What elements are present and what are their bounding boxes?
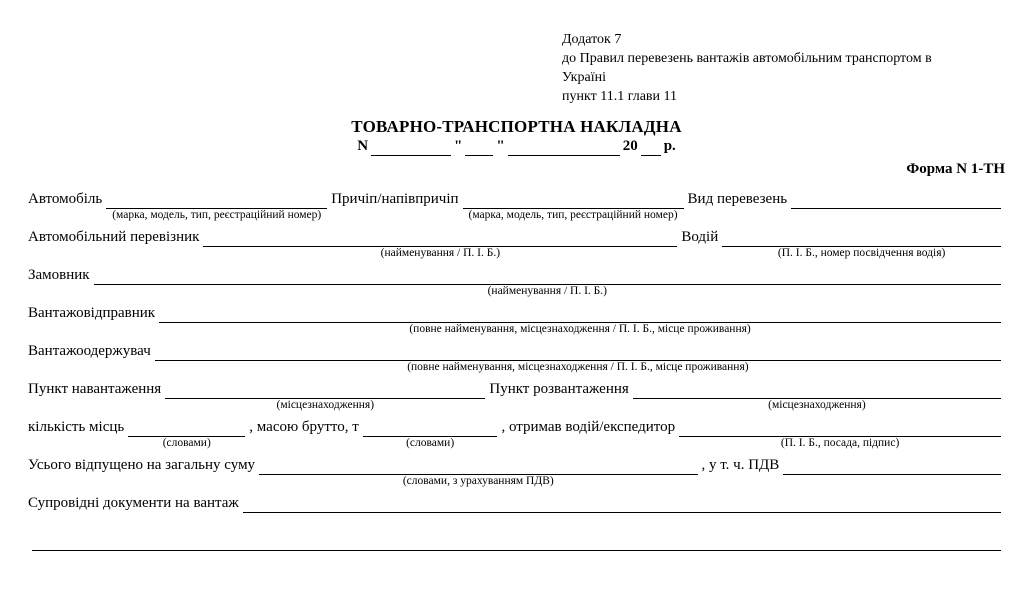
quantity-row-blank-line [363, 419, 498, 449]
vehicle-row-blank-line [106, 191, 327, 221]
consignor-row-blank-line [159, 305, 1001, 335]
carrier-driver-row-label: Автомобільний перевізник [28, 229, 200, 245]
vehicle-row-hint: (марка, модель, тип, реєстраційний номер) [468, 209, 678, 221]
customer-row-label: Замовник [28, 267, 90, 283]
number-blank-line [508, 139, 620, 156]
consignee-row [28, 342, 1005, 373]
carrier-driver-row-blank-line [203, 229, 677, 259]
loading-points-row-blank-line [165, 381, 485, 411]
total-sum-row-blank-line [783, 457, 1001, 475]
total-sum-row-hint: (словами, з урахуванням ПДВ) [402, 475, 554, 487]
appendix-line: до Правил перевезень вантажів автомобільним транспортом в [562, 51, 932, 66]
appendix-line: Україні [562, 70, 606, 85]
vehicle-row-blank-line [463, 191, 684, 221]
loading-points-row-hint: (місцезнаходження) [768, 399, 866, 411]
quantity-row-label: , масою брутто, т [249, 419, 359, 435]
accompanying-docs-row-blank-line [243, 495, 1001, 513]
vehicle-row-blank-line [791, 191, 1001, 209]
quantity-row-hint: (словами) [162, 437, 211, 449]
appendix-note [562, 30, 1005, 106]
loading-points-row-blank-line [633, 381, 1001, 411]
accompanying-docs-row-label: Супровідні документи на вантаж [28, 495, 239, 511]
carrier-driver-row-hint: (найменування / П. І. Б.) [380, 247, 501, 259]
quantity-row-label: , отримав водій/експедитор [501, 419, 676, 435]
appendix-line: пункт 11.1 глави 11 [562, 89, 678, 104]
quantity-row-blank-line [128, 419, 245, 449]
consignor-row [28, 304, 1005, 335]
number-blank-line [465, 139, 493, 156]
number-blank-line [641, 139, 661, 156]
form-code-label: Форма N 1-ТН [906, 161, 1005, 177]
customer-row-hint: (найменування / П. І. Б.) [487, 285, 607, 297]
appendix-line: Додаток 7 [562, 32, 622, 47]
consignee-row-label: Вантажоодержувач [28, 343, 151, 359]
vehicle-row-label: Вид перевезень [687, 191, 788, 207]
document-number-line [28, 136, 1005, 156]
consignor-row-label: Вантажовідправник [28, 305, 156, 321]
carrier-driver-row-blank-line [722, 229, 1001, 259]
vehicle-row-label: Автомобіль [28, 191, 103, 207]
number-label: 20 [622, 138, 638, 154]
number-blank-line [371, 139, 451, 156]
vehicle-row-hint: (марка, модель, тип, реєстраційний номер) [112, 209, 322, 221]
continuation-line-row-blank-line [32, 533, 1001, 551]
carrier-driver-row-hint: (П. І. Б., номер посвідчення водія) [777, 247, 946, 259]
number-label: " [454, 138, 463, 154]
vehicle-row-label: Причіп/напівпричіп [331, 191, 459, 207]
total-sum-row-blank-line [259, 457, 697, 487]
total-sum-row-label: Усього відпущено на загальну суму [28, 457, 256, 473]
quantity-row-hint: (словами) [406, 437, 455, 449]
quantity-row-blank-line [679, 419, 1001, 449]
vehicle-row [28, 190, 1005, 221]
number-label: р. [663, 138, 676, 154]
quantity-row-label: кількість місць [28, 419, 125, 435]
accompanying-docs-row [28, 494, 1005, 513]
quantity-row-hint: (П. І. Б., посада, підпис) [780, 437, 900, 449]
customer-row-blank-line [94, 267, 1001, 297]
consignee-row-blank-line [155, 343, 1001, 373]
consignor-row-hint: (повне найменування, місцезнаходження / П. І. Б., місце проживання) [409, 323, 751, 335]
total-sum-row-label: , у т. ч. ПДВ [701, 457, 780, 473]
number-label: N [357, 138, 369, 154]
carrier-driver-row [28, 228, 1005, 259]
carrier-driver-row-label: Водій [681, 229, 719, 245]
loading-points-row-label: Пункт розвантаження [489, 381, 629, 397]
title-block [28, 117, 1005, 156]
total-sum-row [28, 456, 1005, 487]
number-label: " [496, 138, 505, 154]
form-rows [28, 190, 1005, 551]
loading-points-row-label: Пункт навантаження [28, 381, 162, 397]
loading-points-row-hint: (місцезнаходження) [276, 399, 375, 411]
quantity-row [28, 418, 1005, 449]
customer-row [28, 266, 1005, 297]
loading-points-row [28, 380, 1005, 411]
continuation-line-row [28, 532, 1005, 551]
consignee-row-hint: (повне найменування, місцезнаходження / П. І. Б., місце проживання) [407, 361, 749, 373]
document-title: ТОВАРНО-ТРАНСПОРТНА НАКЛАДНА [351, 117, 682, 136]
